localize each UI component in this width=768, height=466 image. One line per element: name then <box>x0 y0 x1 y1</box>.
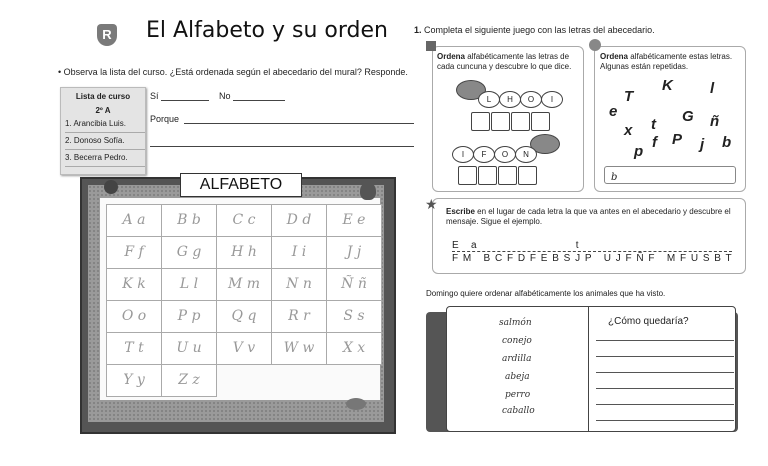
answer-box[interactable] <box>471 112 490 131</box>
scatter-letter: e <box>609 103 618 120</box>
left-prompt: • Observa la lista del curso. ¿Está ordenada según el abecedario del mural? Responde. <box>58 67 408 77</box>
cipher-answer-line[interactable] <box>452 251 732 252</box>
alphabet-cell: I i <box>271 236 327 269</box>
answer-box[interactable] <box>458 166 477 185</box>
list-item: 2. Donoso Sofía. <box>65 133 145 150</box>
animal-answer-line[interactable] <box>596 404 734 405</box>
ordena-instruction-2: Ordena alfabéticamente estas letras. Algunas están repetidas. <box>600 52 733 71</box>
heart-icon <box>360 182 376 200</box>
question-1: 1. Completa el siguiente juego con las letras del abecedario. <box>414 25 655 35</box>
scatter-letter: p <box>634 143 644 160</box>
caterpillar-letter: L <box>478 91 500 108</box>
bullet-icon: • <box>58 67 64 77</box>
escribe-instruction: Escribe en el lugar de cada letra la que va antes en el abecedario y descubre el mensaje. Sigue el ejemplo. <box>446 207 731 226</box>
alphabet-cell: E e <box>326 204 382 237</box>
caterpillar-letter: F <box>473 146 495 163</box>
animal-name: abeja <box>505 372 530 382</box>
caterpillar-letter: O <box>494 146 516 163</box>
answer-box[interactable] <box>478 166 497 185</box>
animal-name: ardilla <box>502 354 532 364</box>
scatter-letter: t <box>651 116 656 133</box>
answer-box[interactable] <box>491 112 510 131</box>
alphabet-cell: R r <box>271 300 327 333</box>
caterpillar-letter: H <box>499 91 521 108</box>
alphabet-cell: C c <box>216 204 272 237</box>
ordena-instruction-1: Ordena alfabéticamente las letras de cada cuncuna y descubre lo que dice. <box>437 52 572 71</box>
animal-name: salmón <box>499 318 532 328</box>
circle-marker-icon <box>589 39 601 51</box>
list-grade: 2º A <box>95 106 111 115</box>
animal-name: caballo <box>502 406 535 416</box>
caterpillar-letter: I <box>541 91 563 108</box>
answer-box[interactable] <box>518 166 537 185</box>
alphabet-cell: F f <box>106 236 162 269</box>
alphabet-cell: M m <box>216 268 272 301</box>
scatter-letter: f <box>652 134 657 151</box>
alphabet-cell: N n <box>271 268 327 301</box>
alphabet-cell: P p <box>161 300 217 333</box>
como-quedaria-label: ¿Cómo quedaría? <box>608 316 689 327</box>
domingo-instruction: Domingo quiere ordenar alfabéticamente los animales que ha visto. <box>426 289 666 298</box>
list-item: 3. Becerra Pedro. <box>65 150 145 167</box>
animal-answer-line[interactable] <box>596 388 734 389</box>
board-title: ALFABETO <box>180 173 302 197</box>
scatter-letter: ñ <box>710 113 720 130</box>
porque-label: Porque <box>150 114 180 124</box>
list-title: Lista de curso <box>75 92 131 101</box>
page-title: El Alfabeto y su orden <box>146 18 388 43</box>
si-answer-line[interactable] <box>161 100 209 101</box>
alphabet-cell: S s <box>326 300 382 333</box>
caterpillar-letter: I <box>452 146 474 163</box>
class-list-card <box>60 87 146 175</box>
alphabet-cell: Z z <box>161 364 217 397</box>
animal-answer-line[interactable] <box>596 420 734 421</box>
scatter-letter: P <box>672 131 683 148</box>
caterpillar-letter: N <box>515 146 537 163</box>
alphabet-cell: D d <box>271 204 327 237</box>
alphabet-cell: J j <box>326 236 382 269</box>
school-logo-icon: R <box>97 24 117 46</box>
alphabet-cell: L l <box>161 268 217 301</box>
alphabet-cell: H h <box>216 236 272 269</box>
alphabet-cell: K k <box>106 268 162 301</box>
animal-answer-line[interactable] <box>596 372 734 373</box>
no-label: No <box>219 91 231 101</box>
answer-box[interactable] <box>511 112 530 131</box>
cipher-answer-letters[interactable]: E a t <box>452 240 580 251</box>
scatter-letter: l <box>710 80 715 97</box>
animal-answer-line[interactable] <box>596 356 734 357</box>
scatter-letter: T <box>624 88 634 105</box>
list-item: 1. Arancibia Luis. <box>65 116 145 133</box>
scatter-letter: x <box>624 122 633 139</box>
alphabet-cell: B b <box>161 204 217 237</box>
scatter-letter: G <box>682 108 694 125</box>
animal-name: perro <box>505 390 531 400</box>
alphabet-cell: T t <box>106 332 162 365</box>
alphabet-cell: Q q <box>216 300 272 333</box>
alphabet-cell: Y y <box>106 364 162 397</box>
porque-line-2[interactable] <box>150 146 414 147</box>
scatter-letter: j <box>700 136 705 153</box>
square-marker-icon <box>426 41 436 51</box>
pin-icon <box>104 180 118 194</box>
animal-name: conejo <box>502 336 532 346</box>
alphabet-cell: G g <box>161 236 217 269</box>
scatter-letter: b <box>722 134 732 151</box>
answer-box[interactable] <box>498 166 517 185</box>
alphabet-cell: A a <box>106 204 162 237</box>
alphabet-cell: Ñ ñ <box>326 268 382 301</box>
animal-answer-line[interactable] <box>596 340 734 341</box>
alphabet-cell: V v <box>216 332 272 365</box>
star-marker-icon: ★ <box>425 196 438 212</box>
alphabet-cell: U u <box>161 332 217 365</box>
scatter-letter: K <box>662 77 673 94</box>
alphabet-cell: O o <box>106 300 162 333</box>
letters-answer-box[interactable]: b <box>604 166 736 184</box>
no-answer-line[interactable] <box>233 100 285 101</box>
cipher-code: F M B C F D F E B S J P U J F Ñ F M F U S B T <box>452 253 733 264</box>
porque-line-1[interactable] <box>184 123 414 124</box>
si-label: Sí <box>150 91 159 101</box>
answer-box[interactable] <box>531 112 550 131</box>
alphabet-cell: X x <box>326 332 382 365</box>
alphabet-cell: W w <box>271 332 327 365</box>
ladybug-icon <box>346 398 366 410</box>
caterpillar-letter: O <box>520 91 542 108</box>
